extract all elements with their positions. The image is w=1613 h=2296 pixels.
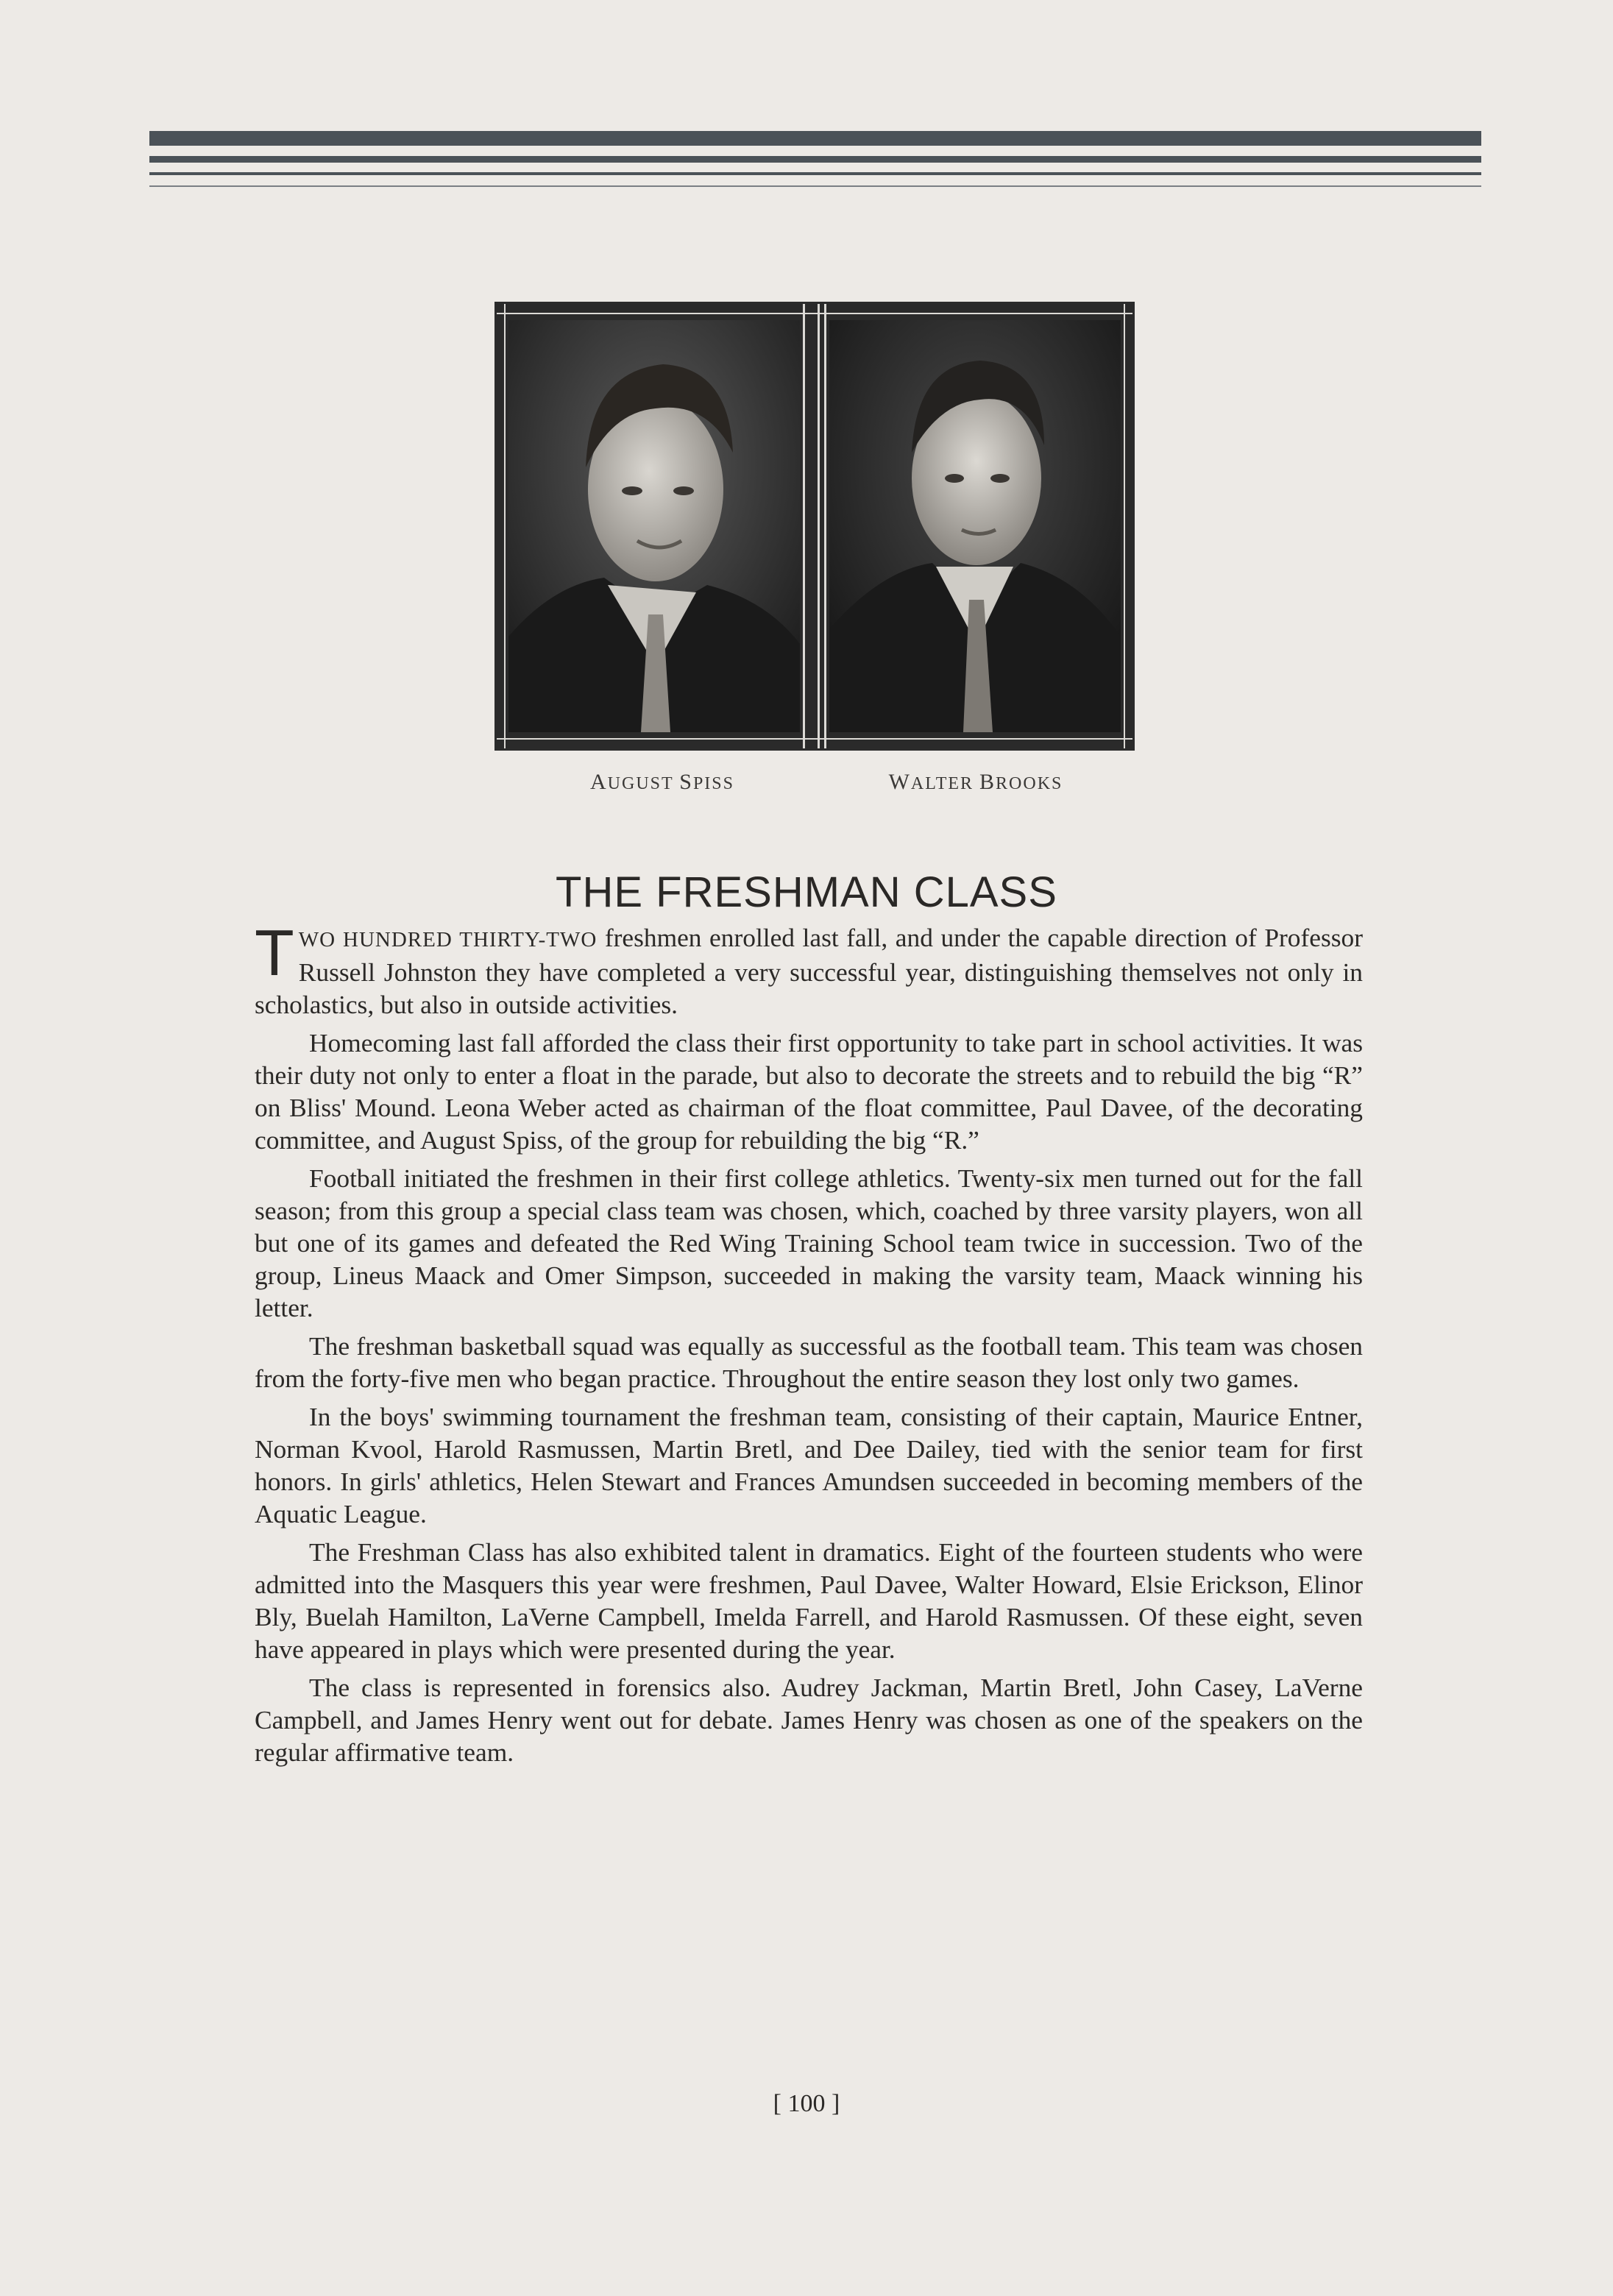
portrait-august-spiss	[508, 320, 800, 732]
portrait-image	[829, 320, 1121, 732]
paragraph-5: In the boys' swimming tournament the freshman team, consisting of their captain, Maurice Entner, Norman Kvool, Harold Rasmussen, Martin Bretl, and Dee Dailey, tied with the senior team for first honors. In girls' athletics, Helen Stewart and Frances Amundsen succeeded in becoming members of the Aquatic League.	[255, 1402, 1363, 1528]
header-rule-medium	[149, 156, 1481, 163]
caption-initial: S	[679, 770, 693, 794]
header-rule-thin-2	[149, 185, 1481, 187]
paragraph-1-text: freshmen enrolled last fall, and under the capable direction of Professor Russell Johnston they have completed a very successful year, distinguishing themselves not only in scholastics, but also in outside activities.	[255, 923, 1364, 1019]
portrait-walter-brooks	[829, 320, 1121, 732]
caption-rest: ROOKS	[996, 774, 1063, 793]
portrait-frame	[494, 302, 1135, 751]
frame-inner-line-top	[497, 313, 1132, 314]
frame-inner-line-bottom	[497, 738, 1132, 740]
frame-inner-line-right	[1124, 304, 1125, 748]
drop-cap: T	[255, 916, 294, 989]
paragraph-2: Homecoming last fall afforded the class their first opportunity to take part in school activities. It was their duty not only to enter a float in the parade, but also to decorate the streets and to rebuild the big “R” on Bliss' Mound. Leona Weber acted as chairman of the float committee, Paul Davee, of the decorating committee, and August Spiss, of the group for rebuilding the big “R.”	[255, 1028, 1363, 1155]
header-rule-thin-1	[149, 172, 1481, 175]
portrait-image	[508, 320, 800, 732]
paragraph-4: The freshman basketball squad was equally as successful as the football team. This team was chosen from the forty-five men who began practice. Throughout the entire season they lost only two games.	[255, 1331, 1363, 1393]
page-title: THE FRESHMAN CLASS	[556, 868, 1057, 916]
frame-divider-2	[818, 304, 820, 748]
frame-divider-3	[824, 304, 826, 748]
caption-rest: ALTER	[910, 774, 974, 793]
caption-initial: A	[590, 770, 608, 794]
paragraph-3: Football initiated the freshmen in their first college athletics. Twenty-six men turned out for the fall season; from this group a special class team was chosen, which, coached by three varsity players, won all but one of its games and defeated the Red Wing Training School team twice in succession. Two of the group, Lineus Maack and Omer Simpson, succeeded in making the varsity team, Maack winning his letter.	[255, 1163, 1363, 1322]
caption-initial: B	[979, 770, 996, 794]
caption-rest: PISS	[692, 774, 734, 793]
header-rule-thick	[149, 131, 1481, 146]
caption-rest: UGUST	[607, 774, 674, 793]
paragraph-1	[255, 916, 1364, 1021]
paragraph-7: The class is represented in forensics also. Audrey Jackman, Martin Bretl, John Casey, LaVerne Campbell, and James Henry went out for debate. James Henry was chosen as one of the speakers on the regular affirmative team.	[255, 1673, 1363, 1767]
caption-august-spiss	[508, 770, 817, 795]
caption-initial: W	[888, 770, 911, 794]
page-number: [ 100 ]	[773, 2090, 840, 2117]
small-caps-opening: WO HUNDRED THIRTY-TWO	[298, 928, 598, 952]
frame-inner-line-left	[504, 304, 506, 748]
paragraph-6: The Freshman Class has also exhibited talent in dramatics. Eight of the fourteen students who were admitted into the Masquers this year were freshmen, Paul Davee, Walter Howard, Elsie Erickson, Elinor Bly, Buelah Hamilton, LaVerne Campbell, Imelda Farrell, and Harold Rasmussen. Of these eight, seven have appeared in plays which were presented during the year.	[255, 1537, 1363, 1664]
frame-divider-1	[803, 304, 805, 748]
article-body	[255, 916, 1364, 1774]
caption-walter-brooks	[821, 770, 1130, 795]
